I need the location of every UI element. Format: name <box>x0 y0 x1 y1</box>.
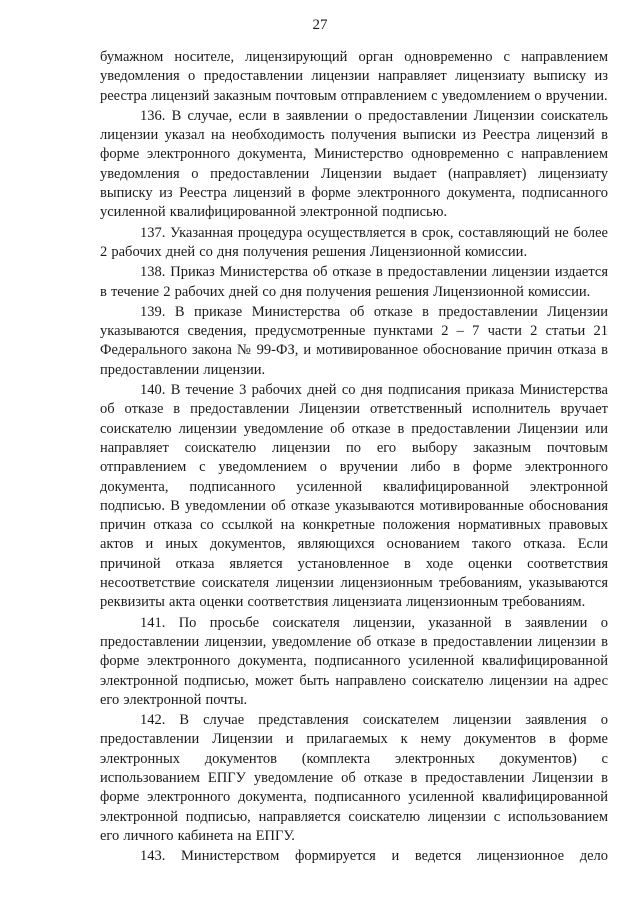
paragraph-141: 141. По просьбе соискателя лицензии, указанной в заявлении о предоставлении лицензии, уведомление об отказе в предоставлении лицензии в форме электронного документа, подписанного усиленной квалифицированной электронной подписью, может быть направлено соискателю лицензии на адрес его электронной почты. <box>100 614 608 708</box>
document-body <box>100 48 608 866</box>
paragraph-140: 140. В течение 3 рабочих дней со дня подписания приказа Министерства об отказе в предоставлении Лицензии ответственный исполнитель вручает соискателю лицензии уведомление об отказе в предоставлении Лицензии или направляет соискателю лицензии по его выбору заказным почтовым отправлением с уведомлением о вручении либо в форме электронного документа, подписанного усиленной квалифицированной электронной подписью. В уведомлении об отказе указываются мотивированные обоснования причин отказа со ссылкой на конкретные положения нормативных правовых актов и иных документов, являющихся основанием такого отказа. Если причиной отказа является установленное в ходе оценки соответствия несоответствие соискателя лицензии лицензионным требованиям, указываются реквизиты акта оценки соответствия лицензиата лицензионным требованиям. <box>100 382 608 611</box>
paragraph-continuation: бумажном носителе, лицензирующий орган одновременно с направлением уведомления о предоставлении лицензии направляет лицензиату выписку из реестра лицензий заказным почтовым отправлением с уведомлением о вручении. <box>100 49 608 104</box>
paragraph-143: 143. Министерством формируется и ведется лицензионное дело <box>140 848 608 865</box>
paragraph-138: 138. Приказ Министерства об отказе в предоставлении лицензии издается в течение 2 рабочих дней со дня получения решения Лицензионной комиссии. <box>100 264 608 300</box>
page-number: 27 <box>312 17 328 33</box>
paragraph-137: 137. Указанная процедура осуществляется в срок, составляющий не более 2 рабочих дней со дня получения решения Лицензионной комиссии. <box>100 224 608 260</box>
paragraph-142: 142. В случае представления соискателем лицензии заявления о предоставлении Лицензии и прилагаемых к нему документов в форме электронных документов (комплекта электронных документов) с использованием ЕПГУ уведомление об отказе в предоставлении Лицензии в форме электронного документа, подписанного усиленной квалифицированной электронной подписью, направляется соискателю лицензии с использованием его личного кабинета на ЕПГУ. <box>100 712 608 844</box>
paragraph-136: 136. В случае, если в заявлении о предоставлении Лицензии соискатель лицензии указал на необходимость получения выписки из Реестра лицензий в форме электронного документа, Министерство одновременно с направлением уведомления о предоставлении Лицензии выдает (направляет) лицензиату выписку из Реестра лицензий в форме электронного документа, подписанного усиленной квалифицированной электронной подписью. <box>100 107 608 221</box>
paragraph-139: 139. В приказе Министерства об отказе в предоставлении Лицензии указываются сведения, предусмотренные пунктами 2 – 7 части 2 статьи 21 Федерального закона № 99-ФЗ, и мотивированное обоснование причин отказа в предоставлении лицензии. <box>100 303 608 378</box>
